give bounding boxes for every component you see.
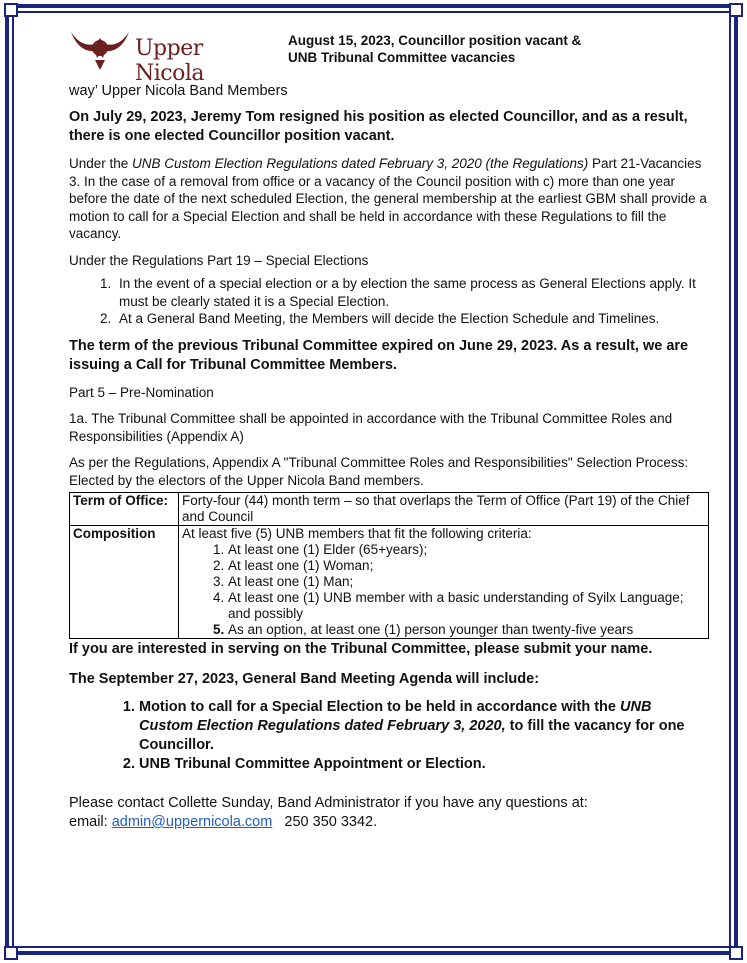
regulations-title: UNB Custom Election Regulations dated February 3, 2020, xyxy=(139,699,652,734)
logo-text: Upper Nicola xyxy=(135,36,205,86)
regulations-paragraph xyxy=(69,155,709,243)
text: to fill the vacancy for one Councillor. xyxy=(139,718,685,753)
greeting: way’ Upper Nicola Band Members xyxy=(69,83,288,99)
special-election-list xyxy=(69,275,709,328)
table-label: Composition xyxy=(70,526,179,639)
tribunal-term-notice: The term of the previous Tribunal Committee expired on June 29, 2023. As a result, we are issuing a Call for Tribunal Committee Members. xyxy=(69,337,689,373)
composition-intro: At least five (5) UNB members that fit the following criteria: xyxy=(182,526,532,541)
border-corner xyxy=(729,946,743,960)
border-corner xyxy=(4,3,18,17)
table-label: Term of Office: xyxy=(70,493,179,526)
phone-number: 250 350 3342. xyxy=(284,814,378,830)
table-cell: Forty-four (44) month term – so that overlaps the Term of Office (Part 19) of the Chief and Council xyxy=(179,493,709,526)
list-item: 5. As an option, at least one (1) person younger than twenty-five years xyxy=(228,622,705,638)
agenda-list xyxy=(69,698,709,774)
table-row xyxy=(70,526,709,639)
border-corner xyxy=(4,946,18,960)
regulations-title: UNB Custom Election Regulations dated February 3, 2020 (the Regulations) xyxy=(132,156,589,171)
text: Part 21-Vacancies 3. In the case of a removal from office or a vacancy of the Council position with c) more than one year before the date of the next scheduled Election, the general membership at the earliest GBM shall provide a motion to call for a Special Election and shall be held in accordance with these Regulations to fill the vacancy. xyxy=(69,156,707,241)
list-item: 2. At a General Band Meeting, the Members will decide the Election Schedule and Timelines. xyxy=(115,310,709,328)
part19-heading: Under the Regulations Part 19 – Special Elections xyxy=(69,252,369,268)
eagle-logo-icon xyxy=(69,24,131,72)
list-item: 1. In the event of a special election or a by election the same process as General Elections apply. It must be clearly stated it is a Special Election. xyxy=(115,275,709,310)
resignation-notice: On July 29, 2023, Jeremy Tom resigned his position as elected Councillor, and as a result, there is one elected Councillor position vacant. xyxy=(69,109,688,144)
email-link[interactable]: admin@uppernicola.com xyxy=(111,814,273,830)
part5-1a: 1a. The Tribunal Committee shall be appointed in accordance with the Tribunal Committee Roles and Responsibilities (Appendix A) xyxy=(69,411,673,444)
list-item: 3. At least one (1) Man; xyxy=(228,574,705,590)
interest-notice: If you are interested in serving on the Tribunal Committee, please submit your name. xyxy=(69,641,653,657)
contact-info xyxy=(69,794,709,832)
logo xyxy=(69,24,269,86)
list-item: 1. At least one (1) Elder (65+years); xyxy=(228,542,705,558)
text: Motion to call for a Special Election to be held in accordance with the xyxy=(139,699,620,715)
title-line: August 15, 2023, Councillor position vacant & xyxy=(288,33,582,48)
document-title xyxy=(288,32,708,66)
letterhead xyxy=(69,22,709,86)
criteria-list xyxy=(182,542,705,638)
appendix-paragraph: As per the Regulations, Appendix A "Tribunal Committee Roles and Responsibilities" Selection Process: Elected by the electors of the Upper Nicola Band members. xyxy=(69,455,689,488)
table-cell xyxy=(179,526,709,639)
list-item: 2. UNB Tribunal Committee Appointment or Election. xyxy=(139,755,709,774)
list-item: 2. At least one (1) Woman; xyxy=(228,558,705,574)
table-row xyxy=(70,493,709,526)
list-item xyxy=(139,698,709,755)
contact-line xyxy=(69,813,709,832)
title-line: UNB Tribunal Committee vacancies xyxy=(288,50,516,65)
list-item: 4. At least one (1) UNB member with a basic understanding of Syilx Language; and possibly xyxy=(228,590,705,622)
tribunal-table xyxy=(69,492,709,639)
email-label: email: xyxy=(69,814,112,830)
contact-line: Please contact Collette Sunday, Band Administrator if you have any questions at: xyxy=(69,795,588,811)
text: Under the xyxy=(69,156,133,171)
border-corner xyxy=(729,3,743,17)
agenda-intro: The September 27, 2023, General Band Meeting Agenda will include: xyxy=(69,671,540,687)
part5-heading: Part 5 – Pre-Nomination xyxy=(69,384,214,400)
document-body xyxy=(69,22,709,832)
